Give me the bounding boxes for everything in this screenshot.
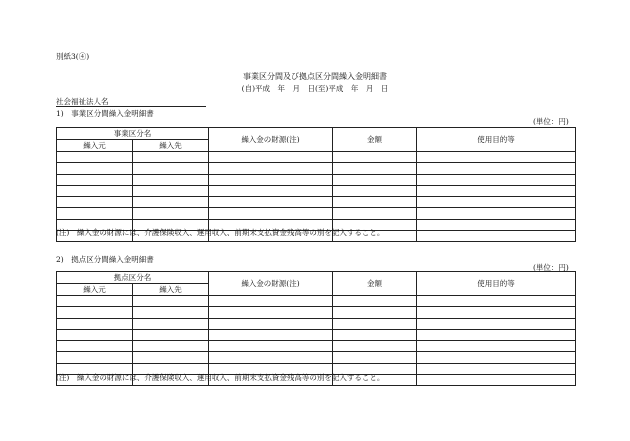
cell-amount[interactable] <box>333 341 417 352</box>
cell-source[interactable] <box>209 307 333 318</box>
cell-source[interactable] <box>209 208 333 219</box>
cell-purpose[interactable] <box>417 375 576 386</box>
col-source-header: 繰入金の財源(注) <box>209 128 333 152</box>
table-row <box>57 163 576 174</box>
cell-from[interactable] <box>57 152 133 163</box>
cell-from[interactable] <box>57 296 133 307</box>
table-row <box>57 174 576 185</box>
cell-from[interactable] <box>57 318 133 329</box>
col-from-header: 繰入元 <box>57 284 133 296</box>
table-row <box>57 197 576 208</box>
cell-amount[interactable] <box>333 185 417 196</box>
cell-purpose[interactable] <box>417 197 576 208</box>
section-2-table <box>56 271 576 386</box>
cell-amount[interactable] <box>333 152 417 163</box>
table-row <box>57 152 576 163</box>
cell-source[interactable] <box>209 352 333 363</box>
cell-purpose[interactable] <box>417 352 576 363</box>
section-1-table <box>56 127 576 242</box>
cell-to[interactable] <box>133 174 209 185</box>
form-number: 別紙3(④) <box>56 52 90 61</box>
table-row <box>57 329 576 340</box>
cell-from[interactable] <box>57 329 133 340</box>
cell-source[interactable] <box>209 163 333 174</box>
cell-amount[interactable] <box>333 329 417 340</box>
cell-amount[interactable] <box>333 163 417 174</box>
table-row <box>57 341 576 352</box>
col-to-header: 繰入先 <box>133 284 209 296</box>
cell-purpose[interactable] <box>417 329 576 340</box>
cell-source[interactable] <box>209 185 333 196</box>
cell-purpose[interactable] <box>417 318 576 329</box>
cell-purpose[interactable] <box>417 219 576 230</box>
cell-from[interactable] <box>57 174 133 185</box>
cell-purpose[interactable] <box>417 174 576 185</box>
cell-from[interactable] <box>57 197 133 208</box>
cell-source[interactable] <box>209 197 333 208</box>
cell-purpose[interactable] <box>417 363 576 374</box>
cell-amount[interactable] <box>333 318 417 329</box>
corporation-name-field: 社会福祉法人名 <box>56 97 206 107</box>
cell-source[interactable] <box>209 318 333 329</box>
table-row <box>57 318 576 329</box>
cell-from[interactable] <box>57 341 133 352</box>
table-row <box>57 296 576 307</box>
cell-to[interactable] <box>133 341 209 352</box>
cell-to[interactable] <box>133 307 209 318</box>
cell-to[interactable] <box>133 208 209 219</box>
period-line: (自)平成 年 月 日(至)平成 年 月 日 <box>241 84 389 93</box>
section-2-note: (注) 繰入金の財源には、介護保険収入、運用収入、前期末支払資金残高等の別を記入すること。 <box>56 373 385 382</box>
cell-purpose[interactable] <box>417 231 576 242</box>
group-header: 拠点区分名 <box>57 272 209 284</box>
cell-source[interactable] <box>209 174 333 185</box>
cell-from[interactable] <box>57 163 133 174</box>
table-row <box>57 352 576 363</box>
cell-amount[interactable] <box>333 208 417 219</box>
cell-to[interactable] <box>133 185 209 196</box>
group-header: 事業区分名 <box>57 128 209 140</box>
cell-amount[interactable] <box>333 352 417 363</box>
section-1-unit: (単位：円) <box>533 117 569 126</box>
cell-to[interactable] <box>133 152 209 163</box>
section-1-note: (注) 繰入金の財源には、介護保険収入、運用収入、前期末支払資金残高等の別を記入すること。 <box>56 228 385 237</box>
cell-purpose[interactable] <box>417 152 576 163</box>
cell-to[interactable] <box>133 296 209 307</box>
cell-source[interactable] <box>209 296 333 307</box>
section-2-unit: (単位：円) <box>533 263 569 272</box>
cell-from[interactable] <box>57 307 133 318</box>
section-2-heading: 2) 拠点区分間繰入金明細書 <box>56 255 154 264</box>
cell-amount[interactable] <box>333 296 417 307</box>
table-row <box>57 307 576 318</box>
cell-amount[interactable] <box>333 307 417 318</box>
cell-from[interactable] <box>57 352 133 363</box>
table-row <box>57 208 576 219</box>
cell-to[interactable] <box>133 352 209 363</box>
table-header-row <box>57 128 576 140</box>
cell-to[interactable] <box>133 318 209 329</box>
cell-purpose[interactable] <box>417 341 576 352</box>
col-from-header: 繰入元 <box>57 140 133 152</box>
col-source-header: 繰入金の財源(注) <box>209 272 333 296</box>
cell-to[interactable] <box>133 329 209 340</box>
col-to-header: 繰入先 <box>133 140 209 152</box>
col-amount-header: 金額 <box>333 272 417 296</box>
cell-to[interactable] <box>133 197 209 208</box>
cell-purpose[interactable] <box>417 163 576 174</box>
cell-from[interactable] <box>57 208 133 219</box>
col-purpose-header: 使用目的等 <box>417 272 576 296</box>
cell-purpose[interactable] <box>417 208 576 219</box>
cell-amount[interactable] <box>333 174 417 185</box>
col-purpose-header: 使用目的等 <box>417 128 576 152</box>
document-title: 事業区分間及び拠点区分間繰入金明細書 <box>243 72 387 81</box>
cell-purpose[interactable] <box>417 296 576 307</box>
table-row <box>57 185 576 196</box>
cell-purpose[interactable] <box>417 307 576 318</box>
cell-amount[interactable] <box>333 197 417 208</box>
col-amount-header: 金額 <box>333 128 417 152</box>
cell-from[interactable] <box>57 185 133 196</box>
cell-source[interactable] <box>209 329 333 340</box>
cell-source[interactable] <box>209 341 333 352</box>
cell-purpose[interactable] <box>417 185 576 196</box>
cell-to[interactable] <box>133 163 209 174</box>
table-header-row <box>57 272 576 284</box>
cell-source[interactable] <box>209 152 333 163</box>
section-1-heading: 1) 事業区分間繰入金明細書 <box>56 109 154 118</box>
